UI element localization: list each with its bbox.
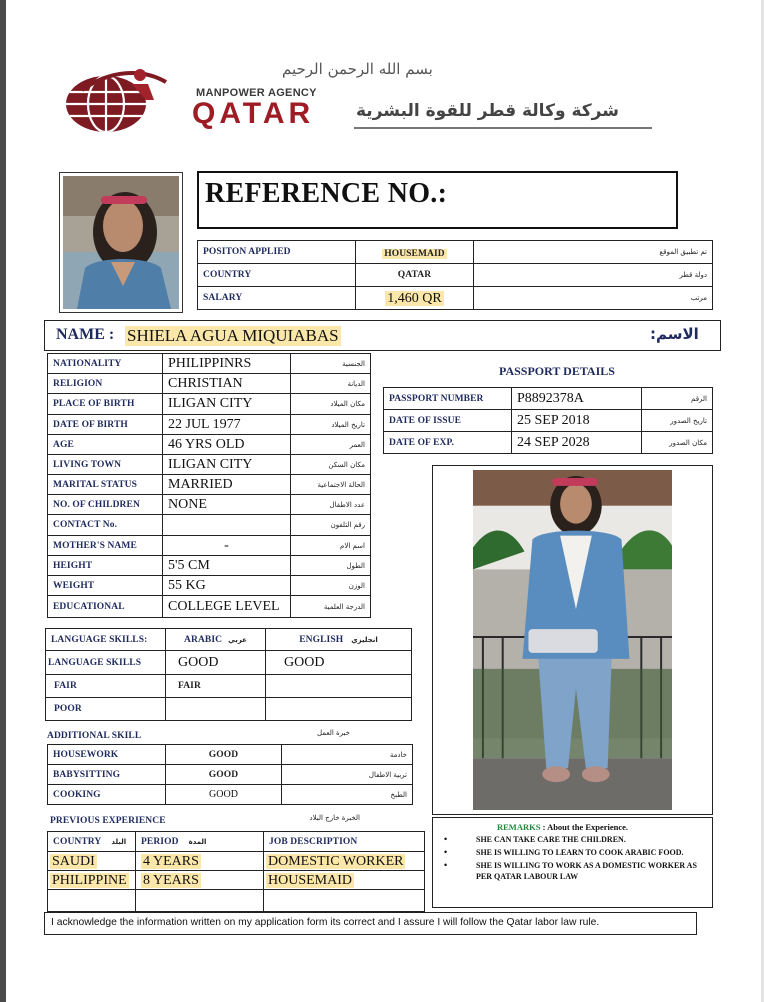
passport-value: 25 SEP 2018: [512, 410, 642, 432]
salary-arabic: مرتب: [474, 287, 713, 310]
personal-value: -: [163, 536, 291, 556]
language-row: [46, 675, 412, 698]
personal-label: MOTHER'S NAME: [48, 536, 163, 556]
personal-label: NATIONALITY: [48, 354, 163, 374]
experience-country-cell: [48, 871, 136, 890]
personal-row: [48, 374, 371, 394]
personal-label: NO. OF CHILDREN: [48, 495, 163, 515]
language-row: [46, 698, 412, 721]
personal-value: NONE: [163, 495, 291, 515]
passport-label: DATE OF ISSUE: [384, 410, 512, 432]
passport-row: [384, 432, 713, 454]
experience-row: [48, 852, 425, 871]
passport-value: P8892378A: [512, 388, 642, 410]
skill-row: [48, 765, 413, 785]
experience-job: HOUSEMAID: [268, 873, 352, 888]
experience-title-arabic: الخبرة خارج البلاد: [309, 814, 360, 822]
passport-table: [383, 387, 713, 454]
country-arabic: دولة قطر: [474, 264, 713, 287]
language-arabic-level: GOOD: [166, 651, 266, 675]
personal-label: CONTACT No.: [48, 515, 163, 536]
english-header-arabic: انجليزي: [351, 635, 378, 644]
english-header-cell: [266, 629, 412, 651]
position-cell: [356, 241, 474, 264]
bullet-icon: •: [444, 847, 448, 857]
remarks-title-label: REMARKS: [497, 822, 541, 832]
salary-label: SALARY: [198, 287, 356, 310]
remarks-subtitle: : About the Experience.: [542, 822, 629, 832]
experience-empty-cell: [48, 890, 136, 912]
experience-period-cell: [136, 852, 264, 871]
reference-label: REFERENCE NO.:: [205, 178, 448, 209]
language-english-level: [266, 675, 412, 698]
position-arabic: تم تطبيق الموقع: [474, 241, 713, 264]
acknowledgement-text: I acknowledge the information written on my application form its correct and I assure I will follow the Qatar labor law rule.: [51, 917, 600, 928]
personal-arabic: رقم التلفون: [291, 515, 371, 536]
personal-label: DATE OF BIRTH: [48, 415, 163, 435]
language-arabic-level: FAIR: [166, 675, 266, 698]
arabic-header-arabic: عربي: [228, 635, 247, 644]
experience-period: 4 YEARS: [143, 854, 199, 869]
col-period-cell: [136, 832, 264, 852]
passport-arabic: تاريخ الصدور: [642, 410, 713, 432]
remarks-list: [444, 834, 706, 884]
arabic-header: ARABIC: [184, 634, 223, 645]
personal-label: RELIGION: [48, 374, 163, 394]
arabic-header-cell: [166, 629, 266, 651]
skill-arabic: تربية الاطفال: [282, 765, 413, 785]
personal-arabic: الجنسية: [291, 354, 371, 374]
skill-value: GOOD: [166, 785, 282, 805]
language-row-label: FAIR: [46, 675, 166, 698]
personal-row: [48, 515, 371, 536]
experience-title: PREVIOUS EXPERIENCE: [50, 816, 166, 826]
col-country: COUNTRY: [53, 836, 102, 847]
remark-text: SHE CAN TAKE CARE THE CHILDREN.: [476, 835, 626, 844]
skill-value: GOOD: [166, 745, 282, 765]
personal-arabic: اسم الام: [291, 536, 371, 556]
experience-country: PHILIPPINE: [52, 873, 127, 888]
personal-arabic: العمر: [291, 435, 371, 455]
personal-row: [48, 455, 371, 475]
language-arabic-level: [166, 698, 266, 721]
personal-row: [48, 415, 371, 435]
name-arabic: الاسم:: [650, 325, 699, 343]
bullet-icon: •: [444, 834, 448, 844]
language-english-level: [266, 698, 412, 721]
remark-item: [444, 847, 706, 858]
language-header-row: [46, 629, 412, 651]
passport-label: DATE OF EXP.: [384, 432, 512, 454]
experience-period-cell: [136, 871, 264, 890]
additional-skill-title: ADDITIONAL SKILL: [47, 731, 142, 741]
skill-row: [48, 745, 413, 765]
skill-label: BABYSITTING: [48, 765, 166, 785]
experience-job: DOMESTIC WORKER: [268, 854, 404, 869]
personal-value: 5'5 CM: [163, 556, 291, 576]
personal-value: ILIGAN CITY: [163, 455, 291, 475]
skill-arabic: الطبخ: [282, 785, 413, 805]
bismillah-calligraphy: بسم الله الرحمن الرحيم: [282, 60, 433, 78]
skill-value: GOOD: [166, 765, 282, 785]
passport-label: PASSPORT NUMBER: [384, 388, 512, 410]
applicant-headshot: [59, 172, 183, 313]
language-row-label: LANGUAGE SKILLS: [46, 651, 166, 675]
personal-arabic: الديانة: [291, 374, 371, 394]
bullet-icon: •: [444, 860, 448, 870]
agency-logo: [62, 66, 180, 134]
country-label: COUNTRY: [198, 264, 356, 287]
col-country-arabic: البلد: [111, 837, 127, 846]
language-english-level: GOOD: [266, 651, 412, 675]
remark-item: [444, 834, 706, 845]
language-row: [46, 651, 412, 675]
personal-label: LIVING TOWN: [48, 455, 163, 475]
skill-label: COOKING: [48, 785, 166, 805]
personal-value: ILIGAN CITY: [163, 394, 291, 415]
personal-arabic: الوزن: [291, 576, 371, 596]
passport-row: [384, 410, 713, 432]
col-country-cell: [48, 832, 136, 852]
english-header: ENGLISH: [299, 634, 344, 645]
passport-value: 24 SEP 2028: [512, 432, 642, 454]
personal-value: 46 YRS OLD: [163, 435, 291, 455]
personal-arabic: الدرجة العلمية: [291, 596, 371, 618]
personal-arabic: مكان السكن: [291, 455, 371, 475]
header-rule: [354, 127, 652, 129]
salary-cell: [356, 287, 474, 310]
experience-period: 8 YEARS: [143, 873, 199, 888]
personal-row: [48, 394, 371, 415]
personal-label: WEIGHT: [48, 576, 163, 596]
position-label: POSITON APPLIED: [198, 241, 356, 264]
experience-row-empty: [48, 890, 425, 912]
personal-arabic: عدد الاطفال: [291, 495, 371, 515]
personal-value: 55 KG: [163, 576, 291, 596]
experience-empty-cell: [264, 890, 425, 912]
personal-label: HEIGHT: [48, 556, 163, 576]
agency-title: QATAR: [192, 97, 315, 130]
personal-label: PLACE OF BIRTH: [48, 394, 163, 415]
personal-row: [48, 536, 371, 556]
language-row-label: POOR: [46, 698, 166, 721]
personal-row: [48, 475, 371, 495]
passport-row: [384, 388, 713, 410]
col-period-arabic: المدة: [188, 837, 207, 846]
personal-arabic: تاريخ الميلاد: [291, 415, 371, 435]
remark-text: SHE IS WILLING TO WORK AS A DOMESTIC WORKER AS PER QATAR LABOUR LAW: [476, 861, 697, 881]
personal-row: [48, 435, 371, 455]
left-edge: [0, 0, 6, 1002]
personal-row: [48, 596, 371, 618]
language-skills-table: [45, 628, 412, 721]
salary-value: 1,460 QR: [387, 291, 442, 306]
personal-label: EDUCATIONAL: [48, 596, 163, 618]
personal-value: CHRISTIAN: [163, 374, 291, 394]
agency-subtitle: MANPOWER AGENCY: [196, 87, 317, 99]
personal-row: [48, 495, 371, 515]
personal-arabic: مكان الميلاد: [291, 394, 371, 415]
experience-row: [48, 871, 425, 890]
personal-label: AGE: [48, 435, 163, 455]
personal-value: [163, 515, 291, 536]
remark-item: [444, 860, 706, 882]
country-value: QATAR: [356, 264, 474, 287]
experience-job-cell: [264, 871, 425, 890]
agency-title-arabic: شركة وكالة قطر للقوة البشرية: [356, 101, 619, 121]
additional-skill-title-arabic: خبرة العمل: [317, 729, 350, 737]
experience-table: [47, 831, 425, 912]
experience-header-row: [48, 832, 425, 852]
name-label: NAME :: [56, 326, 115, 343]
skill-row: [48, 785, 413, 805]
personal-arabic: الطول: [291, 556, 371, 576]
personal-value: COLLEGE LEVEL: [163, 596, 291, 618]
skill-label: HOUSEWORK: [48, 745, 166, 765]
job-table: [197, 240, 713, 310]
personal-label: MARITAL STATUS: [48, 475, 163, 495]
experience-job-cell: [264, 852, 425, 871]
personal-row: [48, 576, 371, 596]
personal-value: PHILIPPINRS: [163, 354, 291, 374]
name-value: SHIELA AGUA MIQUIABAS: [127, 326, 339, 345]
col-period: PERIOD: [141, 836, 179, 847]
applicant-full-photo: [432, 465, 713, 815]
col-job: JOB DESCRIPTION: [264, 832, 425, 852]
experience-empty-cell: [136, 890, 264, 912]
personal-row: [48, 354, 371, 374]
experience-country-cell: [48, 852, 136, 871]
passport-title: PASSPORT DETAILS: [499, 364, 615, 378]
position-value: HOUSEMAID: [384, 249, 445, 259]
skill-arabic: خادمة: [282, 745, 413, 765]
language-header-label: LANGUAGE SKILLS:: [46, 629, 166, 651]
passport-arabic: مكان الصدور: [642, 432, 713, 454]
personal-value: MARRIED: [163, 475, 291, 495]
additional-skills-table: [47, 744, 413, 805]
personal-row: [48, 556, 371, 576]
passport-arabic: الرقم: [642, 388, 713, 410]
personal-details-table: [47, 353, 371, 618]
personal-value: 22 JUL 1977: [163, 415, 291, 435]
remarks-title: [497, 822, 628, 832]
personal-arabic: الحالة الاجتماعية: [291, 475, 371, 495]
experience-country: SAUDI: [52, 854, 95, 869]
remark-text: SHE IS WILLING TO LEARN TO COOK ARABIC FOOD.: [476, 848, 684, 857]
